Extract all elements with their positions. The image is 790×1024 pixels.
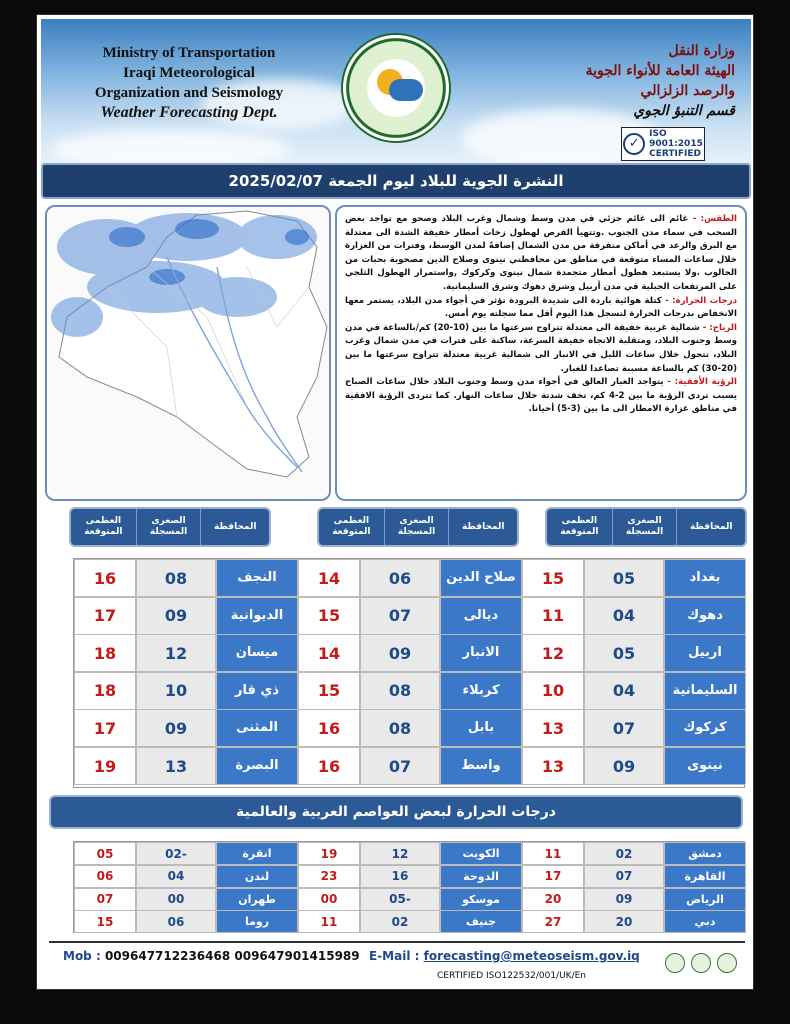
min-temp-cell: 08 bbox=[360, 672, 440, 710]
governorate-cell: ذي قار bbox=[216, 672, 298, 710]
min-temp-cell: 02 bbox=[584, 842, 664, 865]
header-governorate: المحافظة bbox=[676, 509, 745, 545]
header bbox=[41, 19, 751, 169]
governorate-cell: كركوك bbox=[664, 709, 746, 747]
max-temp-cell: 07 bbox=[74, 888, 136, 911]
min-temp-cell: 07 bbox=[584, 709, 664, 747]
governorate-cell: النجف bbox=[216, 559, 298, 597]
min-temp-cell: 09 bbox=[136, 597, 216, 635]
max-temp-cell: 23 bbox=[298, 865, 360, 888]
governorate-cell: موسكو bbox=[440, 888, 522, 911]
max-temp-cell: 20 bbox=[522, 888, 584, 911]
weather-label: الطقس: - bbox=[692, 214, 737, 224]
table-row bbox=[74, 865, 746, 888]
english-header bbox=[59, 43, 319, 123]
table-row bbox=[74, 747, 746, 785]
organization-logo bbox=[341, 33, 451, 143]
governorate-cell: الكويت bbox=[440, 842, 522, 865]
governorate-cell: المثنى bbox=[216, 709, 298, 747]
max-temp-cell: 27 bbox=[522, 910, 584, 933]
mobile-label: Mob : bbox=[63, 949, 101, 963]
max-temp-cell: 16 bbox=[74, 559, 136, 597]
header-group bbox=[545, 507, 747, 547]
max-temp-cell: 19 bbox=[74, 747, 136, 785]
table-row bbox=[74, 888, 746, 911]
min-temp-cell: 04 bbox=[584, 672, 664, 710]
governorate-cell: بغداد bbox=[664, 559, 746, 597]
max-temp-cell: 11 bbox=[522, 842, 584, 865]
min-temp-cell: 05 bbox=[584, 559, 664, 597]
governorate-cell: لندن bbox=[216, 865, 298, 888]
min-temp-cell: 09 bbox=[136, 709, 216, 747]
visibility-text: يتواجد الغبار العالق في أجواء مدن وسط وجنوب البلاد خلال ساعات الصباح يسبب تردي الرؤية ما بين 2-4 كم، تخف شدتة خلال ساعات النهار. كما تتردى الرؤية الافقية في مناطق غزارة الامطار الى ما بين (3-5) أحيانا. bbox=[345, 377, 737, 415]
governorate-cell: البصرة bbox=[216, 747, 298, 785]
min-temp-cell: 09 bbox=[584, 747, 664, 785]
iraq-map-icon bbox=[47, 207, 329, 499]
email-label: E-Mail : bbox=[369, 949, 420, 963]
governorate-cell: اربيل bbox=[664, 634, 746, 672]
certification-text: CERTIFIED ISO122532/001/UK/En bbox=[437, 971, 586, 981]
governorate-cell: نينوى bbox=[664, 747, 746, 785]
footer bbox=[49, 941, 745, 987]
temperature-label: درجات الحرارة: - bbox=[665, 295, 737, 306]
governorate-cell: بابل bbox=[440, 709, 522, 747]
min-temp-cell: 09 bbox=[584, 888, 664, 911]
capitals-table bbox=[73, 841, 745, 933]
governorate-cell: دبي bbox=[664, 910, 746, 933]
max-temp-cell: 15 bbox=[522, 559, 584, 597]
table-row bbox=[74, 910, 746, 933]
header-group bbox=[69, 507, 271, 547]
forecast-text bbox=[335, 205, 747, 501]
min-temp-cell: 07 bbox=[360, 747, 440, 785]
header-max-expected: العظمى المتوقعة bbox=[84, 516, 123, 537]
bulletin-page bbox=[36, 14, 754, 990]
max-temp-cell: 18 bbox=[74, 672, 136, 710]
ministry-name-en: Ministry of Transportation bbox=[102, 45, 276, 61]
governorate-cell: روما bbox=[216, 910, 298, 933]
governorate-cell: القاهرة bbox=[664, 865, 746, 888]
checkmark-icon: ✓ bbox=[623, 133, 645, 155]
table-row bbox=[74, 559, 746, 597]
arabic-header bbox=[505, 41, 735, 121]
min-temp-cell: 04 bbox=[136, 865, 216, 888]
max-temp-cell: 17 bbox=[522, 865, 584, 888]
email-contact bbox=[369, 949, 640, 963]
min-temp-cell: 09 bbox=[360, 634, 440, 672]
table-row bbox=[74, 709, 746, 747]
min-temp-cell: 08 bbox=[136, 559, 216, 597]
max-temp-cell: 15 bbox=[74, 910, 136, 933]
wind-text: شمالية غربية خفيفة الى معتدلة تتراوح سرعتها ما بين (10-20) كم/بالساعة في مدن وسط وجنوب البلاد، ومتقلبة الاتجاه خفيفة السرعة، ساكنة على فترات في مدن شمال وغرب البلاد، تتحول خلال ساعات الليل في الانبار الى شمالية غربية معتدلة تتراوح سرعتها ما بين (20-30) كم بالساعة مسببة تصاعدا للغبار. bbox=[345, 322, 737, 374]
governorate-cell: طهران bbox=[216, 888, 298, 911]
max-temp-cell: 19 bbox=[298, 842, 360, 865]
visibility-label: الرؤية الأفقية: - bbox=[667, 377, 737, 388]
iso-certified: CERTIFIED bbox=[649, 149, 702, 159]
min-temp-cell: 00 bbox=[136, 888, 216, 911]
min-temp-cell: 05 bbox=[584, 634, 664, 672]
governorate-cell: الديوانية bbox=[216, 597, 298, 635]
min-temp-cell: 10 bbox=[136, 672, 216, 710]
max-temp-cell: 12 bbox=[522, 634, 584, 672]
governorate-cell: دهوك bbox=[664, 597, 746, 635]
max-temp-cell: 16 bbox=[298, 747, 360, 785]
governorate-cell: صلاح الدين bbox=[440, 559, 522, 597]
header-governorate: المحافظة bbox=[448, 509, 517, 545]
email-link[interactable]: forecasting@meteoseism.gov.iq bbox=[423, 949, 640, 963]
ministry-name-ar: وزارة النقل bbox=[668, 43, 735, 59]
header-governorate: المحافظة bbox=[200, 509, 269, 545]
cloud-icon bbox=[389, 79, 423, 101]
governorate-cell: الدوحة bbox=[440, 865, 522, 888]
max-temp-cell: 16 bbox=[298, 709, 360, 747]
governorate-cell: ديالى bbox=[440, 597, 522, 635]
min-temp-cell: -02 bbox=[136, 842, 216, 865]
table-header-row bbox=[37, 507, 755, 547]
max-temp-cell: 15 bbox=[298, 597, 360, 635]
iso-label: ISO bbox=[649, 129, 667, 139]
dept-name-en: Weather Forecasting Dept. bbox=[100, 104, 278, 121]
governorate-cell: جنيف bbox=[440, 910, 522, 933]
max-temp-cell: 05 bbox=[74, 842, 136, 865]
wind-label: الرياح: - bbox=[702, 322, 737, 333]
min-temp-cell: 07 bbox=[360, 597, 440, 635]
header-min-recorded: الصغرى المسجلة bbox=[384, 509, 449, 545]
max-temp-cell: 14 bbox=[298, 559, 360, 597]
org-name-ar-2: والرصد الزلزالي bbox=[640, 83, 735, 99]
seal-icon bbox=[665, 953, 685, 973]
weather-text: غائم الى غائم جزئي في مدن وسط وشمال وغرب البلاد وصحو مع تواجد بعض السحب في سماء مدن الجنوب .وتتهيأ الفرص لهطول زخات أمطار خفيفة الشدة الى معتدلة مع البرق والرعد في أماكن متفرقة من مدن الشمال إضافةً لمدن الوسط، وفترات من الغزارة خلال ساعات المساء متوقعة في مناطق من محافظتي نينوى وصلاح الدين مصحوبة بحبات من الحالوب .ولا يستبعد هطول أمطار متجمدة شمال نينوى وكركوك ,واستمرار الهطول الثلجي على المرتفعات الجبلية في مدن أربيل وشرق دهوك وشرق السليمانية. bbox=[345, 214, 737, 292]
seal-icon bbox=[717, 953, 737, 973]
iso-standard: 9001:2015 bbox=[649, 139, 703, 149]
capitals-title: درجات الحرارة لبعض العواصم العربية والعالمية bbox=[49, 795, 743, 829]
seal-icon bbox=[691, 953, 711, 973]
governorate-cell: السليمانية bbox=[664, 672, 746, 710]
min-temp-cell: 04 bbox=[584, 597, 664, 635]
min-temp-cell: 16 bbox=[360, 865, 440, 888]
min-temp-cell: 06 bbox=[136, 910, 216, 933]
max-temp-cell: 13 bbox=[522, 709, 584, 747]
min-temp-cell: 07 bbox=[584, 865, 664, 888]
max-temp-cell: 10 bbox=[522, 672, 584, 710]
min-temp-cell: -05 bbox=[360, 888, 440, 911]
max-temp-cell: 17 bbox=[74, 597, 136, 635]
governorate-cell: الانبار bbox=[440, 634, 522, 672]
max-temp-cell: 00 bbox=[298, 888, 360, 911]
mobile-numbers: 009647712236468 009647901415989 bbox=[104, 949, 360, 963]
min-temp-cell: 02 bbox=[360, 910, 440, 933]
min-temp-cell: 13 bbox=[136, 747, 216, 785]
governorate-cell: انقرة bbox=[216, 842, 298, 865]
table-row bbox=[74, 842, 746, 865]
org-name-ar-1: الهيئة العامة للأنواء الجوية bbox=[585, 63, 735, 79]
radar-map bbox=[45, 205, 331, 501]
header-min-recorded: الصغرى المسجلة bbox=[136, 509, 201, 545]
org-name-en-1: Iraqi Meteorological bbox=[123, 65, 255, 81]
header-group bbox=[317, 507, 519, 547]
org-name-en-2: Organization and Seismology bbox=[94, 85, 284, 101]
table-row bbox=[74, 597, 746, 635]
governorate-cell: واسط bbox=[440, 747, 522, 785]
max-temp-cell: 06 bbox=[74, 865, 136, 888]
certification-seals bbox=[665, 953, 737, 973]
province-table bbox=[73, 558, 745, 788]
mobile-contact bbox=[63, 949, 360, 963]
table-row bbox=[74, 672, 746, 710]
iso-badge bbox=[621, 127, 705, 161]
header-min-recorded: الصغرى المسجلة bbox=[612, 509, 677, 545]
bulletin-title: النشرة الجوية للبلاد ليوم الجمعة 2025/02/07 bbox=[41, 163, 751, 199]
min-temp-cell: 20 bbox=[584, 910, 664, 933]
min-temp-cell: 12 bbox=[360, 842, 440, 865]
governorate-cell: دمشق bbox=[664, 842, 746, 865]
header-max-expected: العظمى المتوقعة bbox=[332, 516, 371, 537]
max-temp-cell: 11 bbox=[522, 597, 584, 635]
max-temp-cell: 14 bbox=[298, 634, 360, 672]
min-temp-cell: 12 bbox=[136, 634, 216, 672]
max-temp-cell: 18 bbox=[74, 634, 136, 672]
governorate-cell: ميسان bbox=[216, 634, 298, 672]
min-temp-cell: 08 bbox=[360, 709, 440, 747]
dept-name-ar: قسم التنبؤ الجوي bbox=[633, 103, 735, 119]
governorate-cell: كربلاء bbox=[440, 672, 522, 710]
max-temp-cell: 11 bbox=[298, 910, 360, 933]
header-max-expected: العظمى المتوقعة bbox=[560, 516, 599, 537]
max-temp-cell: 13 bbox=[522, 747, 584, 785]
max-temp-cell: 15 bbox=[298, 672, 360, 710]
temperature-text: كتلة هوائية باردة الى شديدة البرودة تؤثر في أجواء مدن البلاد، يستمر معها الانخفاض بدرجات الحرارة لتسجل هذا اليوم أقل مما سجلته يوم أمس. bbox=[345, 295, 737, 320]
table-row bbox=[74, 634, 746, 672]
governorate-cell: الرياض bbox=[664, 888, 746, 911]
max-temp-cell: 17 bbox=[74, 709, 136, 747]
min-temp-cell: 06 bbox=[360, 559, 440, 597]
